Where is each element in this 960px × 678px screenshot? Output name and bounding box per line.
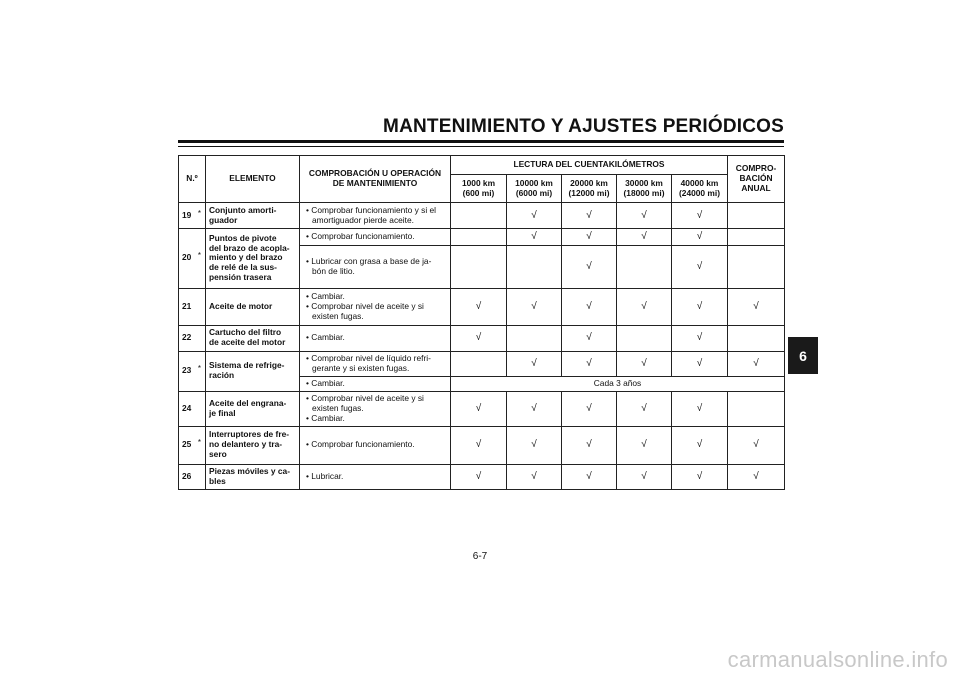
row-operation: • Cambiar. • Comprobar nivel de aceite y si existen fugas.: [300, 288, 451, 325]
check-cell: √: [617, 351, 672, 376]
interval-mi: (24000 mi): [679, 187, 720, 198]
header-element: ELEMENTO: [206, 156, 300, 203]
check-cell: √: [507, 426, 562, 464]
asterisk-mark: *: [197, 208, 201, 218]
row-element: Puntos de pivote del brazo de acopla- miento y del brazo de relé de la sus- pensión trasera: [206, 229, 300, 289]
check-cell: [617, 325, 672, 351]
check-cell: [728, 391, 785, 426]
header-interval: [617, 175, 672, 203]
interval-mi: (18000 mi): [623, 187, 665, 198]
table-row: [179, 426, 785, 464]
check-cell: [507, 325, 562, 351]
header-annual-line: COMPRO-: [735, 163, 777, 174]
check-cell: √: [507, 229, 562, 246]
interval-mi: (600 mi): [462, 187, 495, 198]
row-num: 25 *: [179, 426, 206, 464]
page-title: MANTENIMIENTO Y AJUSTES PERIÓDICOS: [383, 116, 784, 137]
interval-mi: (6000 mi): [515, 187, 553, 198]
row-operation: • Lubricar con grasa a base de ja- bón de litio.: [300, 245, 451, 288]
check-cell: √: [728, 288, 785, 325]
check-cell: [507, 245, 562, 288]
row-num: 20 *: [179, 229, 206, 289]
asterisk-mark: *: [197, 364, 201, 374]
check-cell: [451, 203, 507, 229]
row-element: Aceite de motor: [206, 288, 300, 325]
header-interval: [562, 175, 617, 203]
table-row: [179, 203, 785, 229]
check-cell: √: [562, 426, 617, 464]
header-annual-line: ANUAL: [741, 182, 771, 193]
table-row: [179, 288, 785, 325]
header-annual: [728, 156, 785, 203]
watermark: carmanualsonline.info: [727, 647, 948, 672]
row-num: 21: [179, 288, 206, 325]
check-cell: √: [451, 325, 507, 351]
row-operation: • Comprobar nivel de líquido refri- gerante y si existen fugas.: [300, 351, 451, 376]
asterisk-mark: *: [197, 251, 201, 261]
interval-km: 40000 km: [680, 177, 719, 188]
check-cell: √: [507, 203, 562, 229]
interval-km: 10000 km: [515, 177, 553, 188]
check-cell: √: [672, 288, 728, 325]
header-num: N.º: [179, 156, 206, 203]
check-cell: √: [672, 229, 728, 246]
row-element: Sistema de refrige- ración: [206, 351, 300, 391]
row-element: Conjunto amorti- guador: [206, 203, 300, 229]
check-cell: √: [672, 351, 728, 376]
check-cell: √: [672, 203, 728, 229]
row-operation: • Cambiar.: [300, 376, 451, 391]
row-element: Piezas móviles y ca- bles: [206, 464, 300, 489]
check-cell: [728, 245, 785, 288]
check-cell: [451, 245, 507, 288]
check-cell: √: [617, 288, 672, 325]
table-row: [179, 229, 785, 246]
check-cell: √: [451, 426, 507, 464]
asterisk-mark: *: [197, 438, 201, 448]
row-operation: • Cambiar.: [300, 325, 451, 351]
check-cell: √: [562, 203, 617, 229]
header-interval: [672, 175, 728, 203]
check-cell: √: [562, 229, 617, 246]
row-element: Aceite del engrana- je final: [206, 391, 300, 426]
row-operation: • Lubricar.: [300, 464, 451, 489]
check-cell: √: [672, 245, 728, 288]
row-operation: • Comprobar nivel de aceite y si existen fugas. • Cambiar.: [300, 391, 451, 426]
maintenance-table: [178, 155, 785, 490]
header-operation-line: COMPROBACIÓN U OPERACIÓN: [308, 168, 442, 179]
table-row: [179, 464, 785, 489]
check-cell: √: [562, 325, 617, 351]
check-cell: [728, 229, 785, 246]
check-cell: √: [617, 203, 672, 229]
check-cell: √: [617, 391, 672, 426]
check-cell: √: [451, 288, 507, 325]
check-cell: [728, 325, 785, 351]
interval-km: 1000 km: [461, 177, 496, 188]
check-cell: [451, 229, 507, 246]
header-annual-line: BACIÓN: [739, 173, 773, 184]
row-element: Cartucho del filtro de aceite del motor: [206, 325, 300, 351]
row-operation: • Comprobar funcionamiento.: [300, 229, 451, 246]
check-cell: √: [562, 391, 617, 426]
check-cell: √: [507, 464, 562, 489]
row-operation: • Comprobar funcionamiento y si el amortiguador pierde aceite.: [300, 203, 451, 229]
check-cell: √: [728, 464, 785, 489]
header-operation-line: DE MANTENIMIENTO: [332, 178, 418, 188]
check-cell: √: [617, 426, 672, 464]
check-cell: √: [728, 426, 785, 464]
check-cell: √: [672, 391, 728, 426]
table-row: [179, 391, 785, 426]
check-cell: √: [562, 245, 617, 288]
check-cell: √: [562, 351, 617, 376]
table-row: [179, 351, 785, 376]
row-num: 24: [179, 391, 206, 426]
check-cell: √: [507, 288, 562, 325]
check-cell: √: [617, 464, 672, 489]
header-row: [179, 156, 785, 175]
interval-note: Cada 3 años: [451, 376, 785, 391]
row-num: 26: [179, 464, 206, 489]
check-cell: √: [507, 351, 562, 376]
check-cell: √: [728, 351, 785, 376]
interval-mi: (12000 mi): [568, 187, 610, 198]
check-cell: √: [562, 288, 617, 325]
row-num: 23 *: [179, 351, 206, 391]
interval-km: 20000 km: [570, 177, 608, 188]
check-cell: √: [672, 325, 728, 351]
chapter-tab: 6: [788, 337, 818, 374]
check-cell: [451, 351, 507, 376]
check-cell: [617, 245, 672, 288]
row-num: 19 *: [179, 203, 206, 229]
check-cell: √: [451, 464, 507, 489]
check-cell: √: [451, 391, 507, 426]
header-interval: [451, 175, 507, 203]
header-interval: [507, 175, 562, 203]
check-cell: √: [672, 426, 728, 464]
interval-km: 30000 km: [625, 177, 663, 188]
title-rule: [178, 140, 784, 147]
table-row: [179, 325, 785, 351]
row-num: 22: [179, 325, 206, 351]
header-odometer: LECTURA DEL CUENTAKILÓMETROS: [451, 156, 728, 175]
row-element: Interruptores de fre- no delantero y tra- sero: [206, 426, 300, 464]
check-cell: √: [507, 391, 562, 426]
page-number: 6-7: [472, 551, 488, 562]
row-operation: • Comprobar funcionamiento.: [300, 426, 451, 464]
check-cell: √: [672, 464, 728, 489]
check-cell: √: [562, 464, 617, 489]
check-cell: √: [617, 229, 672, 246]
check-cell: [728, 203, 785, 229]
header-operation: [300, 156, 451, 203]
